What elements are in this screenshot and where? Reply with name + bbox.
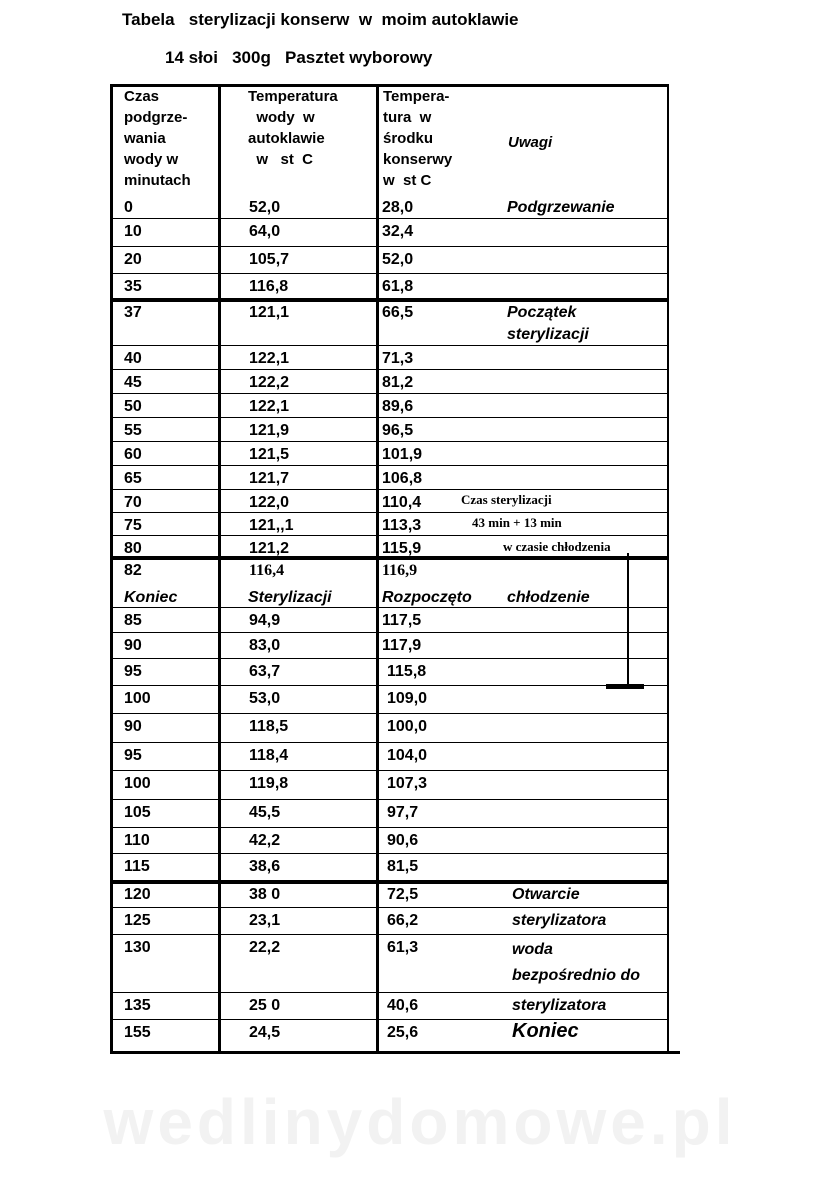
cell-time: 80 xyxy=(124,540,142,557)
cell-time: 75 xyxy=(124,517,142,534)
cell-time: 95 xyxy=(124,663,142,680)
cell-time: 35 xyxy=(124,278,142,295)
cell-water-temp: 121,1 xyxy=(249,304,290,321)
cell-center-temp: 116,9 xyxy=(382,562,418,579)
row-divider xyxy=(110,246,669,247)
row-divider xyxy=(110,658,669,659)
cell-water-temp: 116,4 xyxy=(249,562,285,579)
cell-water-temp: 52,0 xyxy=(249,199,281,216)
row-divider xyxy=(110,827,669,828)
cooling-bracket-end xyxy=(606,684,644,689)
row-82-sterylizacji: Sterylizacji xyxy=(248,589,332,606)
row-divider xyxy=(110,770,669,771)
cell-time: 20 xyxy=(124,251,142,268)
cell-time: 110 xyxy=(124,832,150,849)
cell-time: 45 xyxy=(124,374,142,391)
cell-water-temp: 63,7 xyxy=(249,663,281,680)
cell-water-temp: 119,8 xyxy=(249,775,289,792)
cell-time: 0 xyxy=(124,199,133,216)
cell-center-temp: 115,9 xyxy=(382,540,422,557)
cell-center-temp: 96,5 xyxy=(382,422,414,439)
row-divider xyxy=(110,853,669,854)
row-divider xyxy=(110,907,669,908)
row-82-rozpoczeto: Rozpoczęto xyxy=(382,589,472,606)
cell-center-temp: 28,0 xyxy=(382,199,414,216)
cell-center-temp: 110,4 xyxy=(382,494,422,511)
cell-center-temp: 32,4 xyxy=(382,223,414,240)
row-divider xyxy=(110,685,669,686)
row-divider xyxy=(110,742,669,743)
table-subtitle: 14 słoi 300g Pasztet wyborowy xyxy=(165,48,433,67)
row-82-koniec: Koniec xyxy=(124,589,178,606)
row-divider xyxy=(110,273,669,274)
cell-water-temp: 122,1 xyxy=(249,398,290,415)
cell-time: 95 xyxy=(124,747,142,764)
cell-water-temp: 83,0 xyxy=(249,637,281,654)
cell-center-temp: 115,8 xyxy=(387,663,427,680)
cell-time: 70 xyxy=(124,494,142,511)
cell-center-temp: 104,0 xyxy=(387,747,428,764)
cell-water-temp: 118,5 xyxy=(249,718,289,735)
cell-center-temp: 61,3 xyxy=(387,939,419,956)
row-divider xyxy=(110,934,669,935)
row-divider xyxy=(110,992,669,993)
cell-time: 50 xyxy=(124,398,142,415)
annotation-minutes: 43 min + 13 min xyxy=(472,515,562,530)
cell-water-temp: 53,0 xyxy=(249,690,281,707)
annotation-cooling: w czasie chłodzenia xyxy=(503,539,611,554)
row-divider xyxy=(110,799,669,800)
cell-center-temp: 81,5 xyxy=(387,858,419,875)
table-border-bottom xyxy=(110,1051,680,1054)
cell-center-temp: 72,5 xyxy=(387,886,419,903)
cell-note: Koniec xyxy=(512,1020,579,1042)
row-divider xyxy=(110,632,669,633)
table-border-left xyxy=(110,84,113,1054)
cell-center-temp: 61,8 xyxy=(382,278,414,295)
cell-water-temp: 94,9 xyxy=(249,612,281,629)
cell-time: 125 xyxy=(124,912,151,929)
cell-water-temp: 122,0 xyxy=(249,494,290,511)
table-border-right xyxy=(667,84,669,1054)
watermark: wedlinydomowe.pl xyxy=(103,1086,737,1158)
cell-note: Otwarcie xyxy=(512,886,580,903)
cell-center-temp: 81,2 xyxy=(382,374,414,391)
cell-time: 60 xyxy=(124,446,142,463)
cell-center-temp: 90,6 xyxy=(387,832,419,849)
cell-water-temp: 38 0 xyxy=(249,886,281,903)
cell-water-temp: 24,5 xyxy=(249,1024,281,1041)
cell-note: sterylizatora xyxy=(512,997,607,1014)
cell-time: 135 xyxy=(124,997,151,1014)
cell-center-temp: 106,8 xyxy=(382,470,423,487)
cell-time: 55 xyxy=(124,422,142,439)
cell-note: woda bezpośrednio do xyxy=(512,941,640,984)
cell-time: 82 xyxy=(124,562,142,579)
cell-center-temp: 66,5 xyxy=(382,304,414,321)
cell-time: 65 xyxy=(124,470,142,487)
cell-time: 85 xyxy=(124,612,142,629)
cell-center-temp: 71,3 xyxy=(382,350,414,367)
header-center-temp: Tempera- tura w środku konserwy w st C xyxy=(383,88,453,189)
cell-water-temp: 23,1 xyxy=(249,912,281,929)
cell-center-temp: 109,0 xyxy=(387,690,428,707)
column-divider-1 xyxy=(218,84,221,1054)
cell-water-temp: 118,4 xyxy=(249,747,289,764)
cell-water-temp: 22,2 xyxy=(249,939,281,956)
cell-center-temp: 52,0 xyxy=(382,251,414,268)
cell-water-temp: 25 0 xyxy=(249,997,281,1014)
cell-time: 90 xyxy=(124,637,142,654)
cell-water-temp: 121,5 xyxy=(249,446,290,463)
cell-note: sterylizatora xyxy=(512,912,607,929)
cell-center-temp: 113,3 xyxy=(382,517,422,534)
cell-time: 37 xyxy=(124,304,142,321)
header-time: Czas podgrze- wania wody w minutach xyxy=(124,88,191,189)
cell-water-temp: 121,2 xyxy=(249,540,290,557)
cell-center-temp: 25,6 xyxy=(387,1024,419,1041)
cell-water-temp: 122,2 xyxy=(249,374,290,391)
annotation-sterilization-time: Czas sterylizacji xyxy=(461,492,552,507)
header-notes: Uwagi xyxy=(508,134,553,151)
cell-water-temp: 105,7 xyxy=(249,251,290,268)
cell-time: 120 xyxy=(124,886,151,903)
cell-water-temp: 45,5 xyxy=(249,804,281,821)
cell-center-temp: 117,5 xyxy=(382,612,422,629)
cell-center-temp: 101,9 xyxy=(382,446,423,463)
cell-time: 130 xyxy=(124,939,151,956)
header-water-temp: Temperatura wody w autoklawie w st C xyxy=(248,88,338,168)
cell-center-temp: 100,0 xyxy=(387,718,428,735)
cell-center-temp: 107,3 xyxy=(387,775,428,792)
cell-time: 155 xyxy=(124,1024,151,1041)
cell-time: 90 xyxy=(124,718,142,735)
row-divider xyxy=(110,1019,669,1020)
table-title: Tabela sterylizacji konserw w moim autoklawie xyxy=(122,10,519,29)
cell-water-temp: 121,,1 xyxy=(249,517,294,534)
cell-time: 100 xyxy=(124,690,151,707)
cell-note: Podgrzewanie xyxy=(507,199,615,216)
cell-water-temp: 121,9 xyxy=(249,422,290,439)
cell-water-temp: 121,7 xyxy=(249,470,290,487)
row-82-chlodzenie: chłodzenie xyxy=(507,589,590,606)
cell-time: 100 xyxy=(124,775,151,792)
cooling-bracket-line xyxy=(627,553,629,686)
cell-center-temp: 117,9 xyxy=(382,637,422,654)
cell-center-temp: 66,2 xyxy=(387,912,419,929)
row-divider xyxy=(110,713,669,714)
cell-water-temp: 116,8 xyxy=(249,278,289,295)
cell-center-temp: 40,6 xyxy=(387,997,419,1014)
cell-water-temp: 38,6 xyxy=(249,858,281,875)
cell-water-temp: 64,0 xyxy=(249,223,281,240)
cell-water-temp: 122,1 xyxy=(249,350,290,367)
cell-time: 40 xyxy=(124,350,142,367)
cell-center-temp: 89,6 xyxy=(382,398,414,415)
cell-time: 10 xyxy=(124,223,142,240)
cell-note: Początek sterylizacji xyxy=(507,304,589,343)
column-divider-2 xyxy=(376,84,379,1054)
cell-center-temp: 97,7 xyxy=(387,804,419,821)
cell-time: 115 xyxy=(124,858,150,875)
cell-time: 105 xyxy=(124,804,151,821)
cell-water-temp: 42,2 xyxy=(249,832,281,849)
